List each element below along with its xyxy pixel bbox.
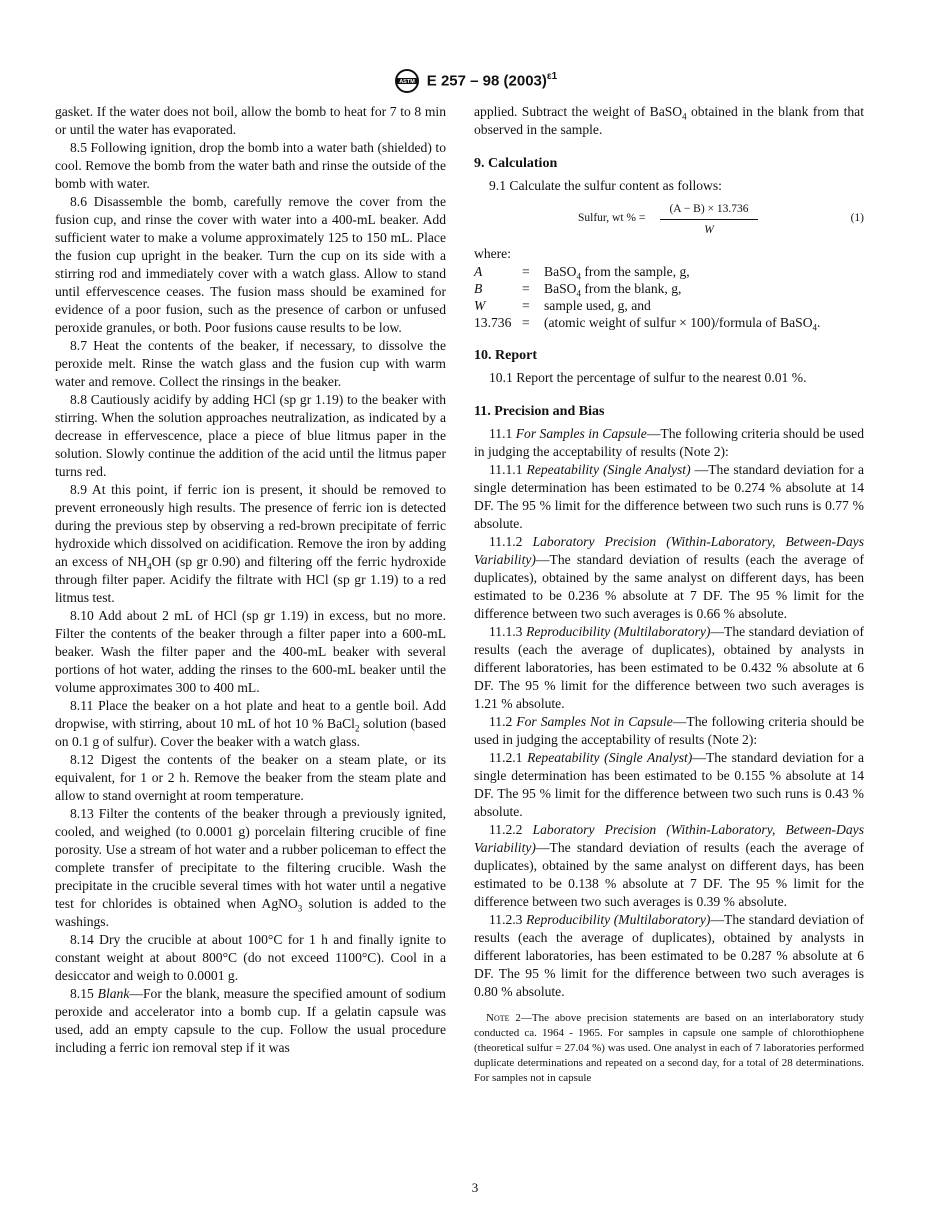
para-8-9: 8.9 At this point, if ferric ion is present, it should be removed to prevent erroneously high results. The presence of ferric ion is detected during the previous step by observing a red-brown precipitate of ferric hydroxide which dissolved on acidification. Remove the iron by adding an excess of $NH_4OH$ (sp gr 0.90) and filtering off the ferric hydroxide through filter paper. Acidify the filtrate with HCl (sp gr 1.19) to a red litmus test. bbox=[55, 482, 446, 605]
para-11-2-1: 11.2.1 Repeatability (Single Analyst)—The standard deviation for a single determination has been estimated to be 0.155 % absolute at 14 DF. The 95 % limit for the difference between two such runs is 0.43 % absolute. bbox=[474, 750, 864, 819]
para-8-5: 8.5 Following ignition, drop the bomb into a water bath (shielded) to cool. Remove the bomb from the water bath and rinse the outside of the bomb with water. bbox=[55, 140, 446, 191]
equation-fraction bbox=[660, 200, 758, 239]
section-10-heading: 10. Report bbox=[474, 348, 537, 363]
equation-numerator: (A − B) × 13.736 bbox=[660, 200, 758, 220]
where-table bbox=[474, 263, 864, 331]
where-row: A = BaSO$_4$ from the sample, g, bbox=[474, 264, 690, 282]
para-8-7: 8.7 Heat the contents of the beaker, if necessary, to dissolve the peroxide melt. Rinse the watch glass and the fusion cup with warm water and remove. Collect the rinsings in the beaker. bbox=[55, 338, 446, 389]
para-11-1-1: 11.1.1 Repeatability (Single Analyst) —The standard deviation for a single determination has been estimated to be 0.274 % absolute at 14 DF. The 95 % limit for the difference between two such runs is 0.77 % absolute. bbox=[474, 462, 864, 531]
para-8-13: 8.13 Filter the contents of the beaker through a previously ignited, cooled, and weighed (to 0.0001 g) porcelain filtering crucible of fine porosity. Use a stream of hot water and a rubber policeman to effect the complete transfer of precipitate to the filtering crucible. Wash the precipitate in the crucible several times with hot water until a negative test for chlorides is obtained when AgNO$_3$ solution is added to the washings. bbox=[55, 806, 446, 929]
equation-number: (1) bbox=[850, 212, 864, 224]
para-8-8: 8.8 Cautiously acidify by adding HCl (sp gr 1.19) to the beaker with stirring. When the solution approaches neutralization, as indicated by a decrease in effervescence, place a piece of blue litmus paper in the solution. Slowly continue the addition of the acid until the litmus paper turns red. bbox=[55, 392, 446, 479]
section-11-heading: 11. Precision and Bias bbox=[474, 404, 605, 419]
para-8-11: 8.11 Place the beaker on a hot plate and heat to a gentle boil. Add dropwise, with stirring, about 10 mL of hot 10 % BaCl$_2$ solution (based on 0.1 g of sulfur). Cover the beaker with a watch glass. bbox=[55, 698, 446, 749]
para-8-14: 8.14 Dry the crucible at about 100°C for 1 h and finally ignite to constant weight at about 800°C (do not exceed 1100°C). Cool in a desiccator and weigh to 0.0001 g. bbox=[55, 932, 446, 983]
para-11-2-3: 11.2.3 Reproducibility (Multilaboratory)—The standard deviation of results (each the average of duplicates), obtained by analysts in different laboratories, has been estimated to be 0.287 % absolute at 6 DF. The 95 % limit for the difference between two such averages is 0.80 % absolute. bbox=[474, 912, 864, 999]
where-row: B = BaSO$_4$ from the blank, g, bbox=[474, 281, 682, 299]
para-8-12: 8.12 Digest the contents of the beaker on a steam plate, or its equivalent, for 1 or 2 h. Remove the beaker from the steam plate and allow to stand overnight at room temperature. bbox=[55, 752, 446, 803]
note-2: Note 2—The above precision statements are based on an interlaboratory study conducted ca. 1964 - 1965. For samples in capsule one sample of chlorothiophene (theoretical sulfur = 27.04 %) was used. One analyst in each of 7 laboratories performed duplicate determinations and repeated on a second day, for a total of 28 determinations. For samples not in capsule bbox=[474, 1012, 864, 1084]
para-9-1: 9.1 Calculate the sulfur content as follows: bbox=[489, 178, 722, 193]
para-8-15-cont: applied. Subtract the weight of BaSO$_4$ obtained in the blank from that observed in the sample. bbox=[474, 104, 864, 137]
right-column bbox=[474, 103, 864, 1086]
designation-superscript: ε1 bbox=[546, 70, 558, 82]
left-column bbox=[55, 103, 446, 1057]
para-11-2-2: 11.2.2 Laboratory Precision (Within-Laboratory, Between-Days Variability)—The standard deviation of results (each the average of duplicates), obtained by the same analyst on different days, has been estimated to be 0.138 % absolute at 7 DF. The 95 % limit for the difference between two such averages is 0.39 % absolute. bbox=[474, 822, 864, 909]
para-8-10: 8.10 Add about 2 mL of HCl (sp gr 1.19) in excess, but no more. Filter the contents of the beaker through a filter paper into a 600-mL beaker. Wash the filter paper and the 400-mL beaker with several portions of hot water, adding the rinses to the 600-mL beaker until the volume approximates 300 to 400 mL. bbox=[55, 608, 446, 695]
para-8-15: 8.15 Blank—For the blank, measure the specified amount of sodium peroxide and accelerator into a bomb cup. If a gelatin capsule was used, add an empty capsule to the cup. Follow the usual procedure including a ferric ion removal step if it was bbox=[55, 986, 447, 1055]
equation-lhs: Sulfur, wt % = bbox=[578, 212, 646, 224]
svg-text:ASTM: ASTM bbox=[399, 79, 415, 86]
designation: E 257 – 98 (2003) bbox=[426, 72, 547, 90]
page-header bbox=[0, 68, 950, 94]
para-11-1-2: 11.1.2 Laboratory Precision (Within-Laboratory, Between-Days Variability)—The standard deviation of results (each the average of duplicates), obtained by the same analyst on different days, has been estimated to be 0.236 % absolute at 7 DF. The 95 % limit for the difference between two such averages is 0.66 % absolute. bbox=[474, 534, 864, 621]
equation-1 bbox=[474, 199, 864, 235]
para-8-4-cont: gasket. If the water does not boil, allow the bomb to heat for 7 to 8 min or until the water has evaporated. bbox=[55, 104, 446, 137]
section-9-heading: 9. Calculation bbox=[474, 156, 558, 171]
para-11-1-3: 11.1.3 Reproducibility (Multilaboratory)—The standard deviation of results (each the average of duplicates), obtained by analysts in different laboratories, has been estimated to be 0.432 % absolute at 6 DF. The 95 % limit for the difference between two such averages is 1.21 % absolute. bbox=[474, 624, 864, 711]
para-11-1: 11.1 For Samples in Capsule—The following criteria should be used in judging the acceptability of results (Note 2): bbox=[474, 426, 864, 459]
where-row: W = sample used, g, and bbox=[474, 298, 651, 313]
where-label: where: bbox=[474, 246, 511, 261]
para-8-6: 8.6 Disassemble the bomb, carefully remove the cover from the fusion cup, and rinse the cover with water into a 400-mL beaker. Add sufficient water to make a volume approximately 125 to 150 mL. Place the fusion cup upright in the beaker. Turn the cup on its side with a stirring rod and immediately cover with a watch glass. Allow to stand until effervescence ceases. The fusion mass should be examined for evidence of a poor fusion, such as the presence of carbon or unfused peroxide granules, or both. Poor fusions cause results to be low. bbox=[55, 194, 446, 335]
para-10-1: 10.1 Report the percentage of sulfur to the nearest 0.01 %. bbox=[489, 370, 807, 385]
equation-denominator: W bbox=[704, 224, 714, 236]
astm-logo-icon bbox=[393, 68, 421, 94]
where-row: 13.736 = (atomic weight of sulfur × 100)/formula of BaSO$_4$. bbox=[474, 315, 821, 333]
para-11-2: 11.2 For Samples Not in Capsule—The following criteria should be used in judging the acceptability of results (Note 2): bbox=[474, 714, 864, 747]
page-number: 3 bbox=[471, 1180, 479, 1195]
